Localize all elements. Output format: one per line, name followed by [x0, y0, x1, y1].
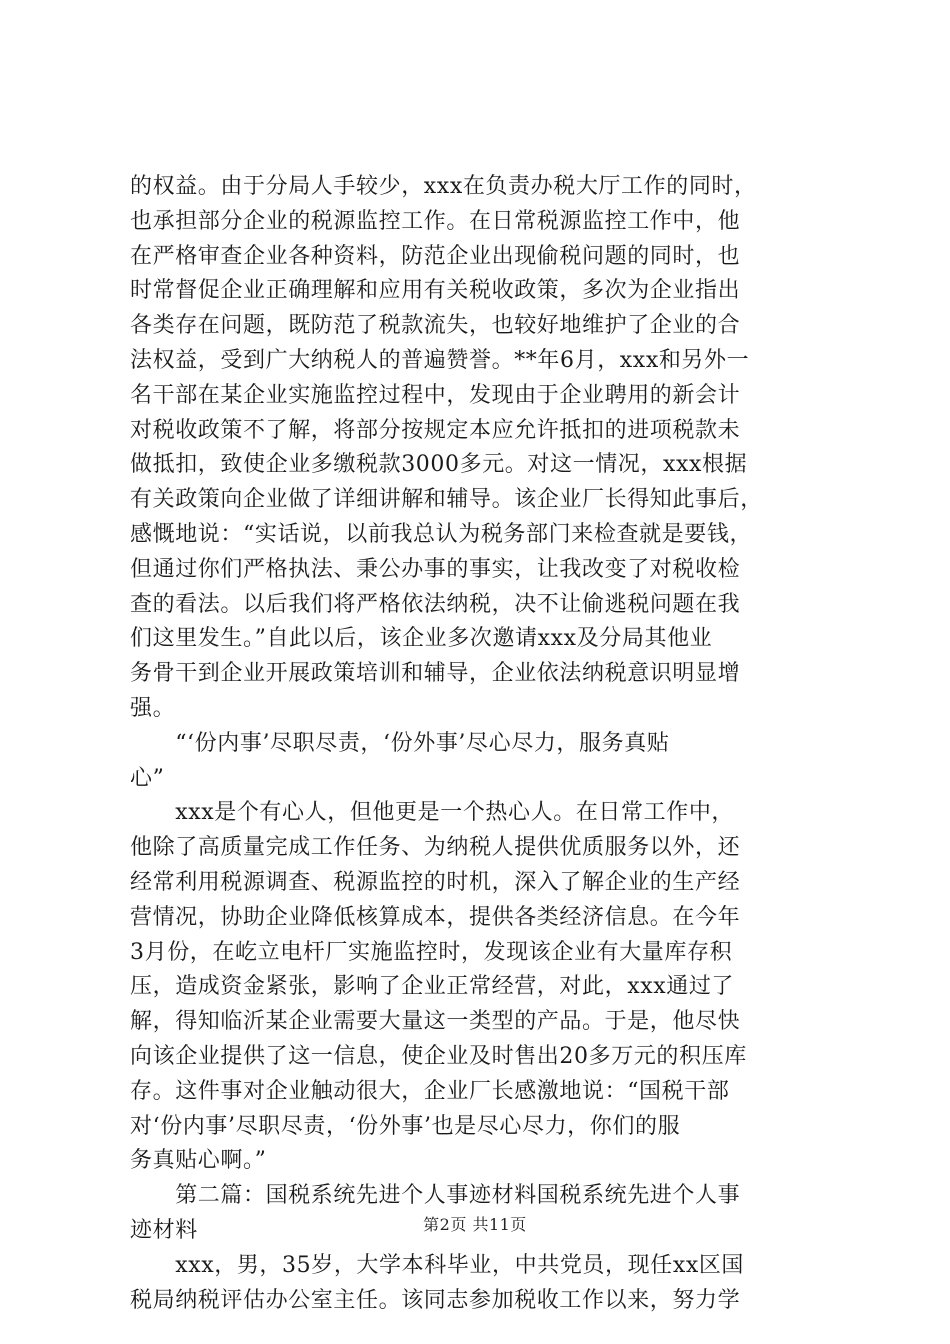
- text-line: 名干部在某企业实施监控过程中，发现由于企业聘用的新会计: [130, 382, 741, 408]
- text-line: 存。这件事对企业触动很大，企业厂长感激地说：“国税干部: [130, 1078, 730, 1104]
- text-line: 也承担部分企业的税源监控工作。在日常税源监控工作中，他: [130, 208, 741, 234]
- text-line: 强。: [130, 695, 176, 721]
- text-line: 对税收政策不了解，将部分按规定本应允许抵扣的进项税款未: [130, 417, 741, 443]
- text-line: 在严格审查企业各种资料，防范企业出现偷税问题的同时，也: [130, 243, 741, 269]
- section-heading-line: 心”: [130, 765, 165, 791]
- text-line: 感慨地说：“实话说，以前我总认为税务部门来检查就是要钱，: [130, 521, 753, 547]
- text-line: xxx是个有心人，但他更是一个热心人。在日常工作中，: [130, 800, 735, 826]
- text-line: 税局纳税评估办公室主任。该同志参加税收工作以来，努力学: [130, 1287, 741, 1313]
- text-line: 3月份，在屹立电杆厂实施监控时，发现该企业有大量库存积: [130, 939, 733, 965]
- section-heading-line: “‘份内事’尽职尽责，‘份外事’尽心尽力，服务真贴: [130, 730, 670, 756]
- text-line: 们这里发生。”自此以后，该企业多次邀请xxx及分局其他业: [130, 626, 713, 652]
- body-text: [130, 170, 830, 1318]
- text-line: 做抵扣，致使企业多缴税款3000多元。对这一情况，xxx根据: [130, 452, 748, 478]
- text-line: 但通过你们严格执法、秉公办事的事实，让我改变了对税收检: [130, 556, 741, 582]
- text-line: 有关政策向企业做了详细讲解和辅导。该企业厂长得知此事后，: [130, 487, 763, 513]
- text-line: 对‘份内事’尽职尽责，‘份外事’也是尽心尽力，你们的服: [130, 1113, 681, 1139]
- text-line: 经常利用税源调查、税源监控的时机，深入了解企业的生产经: [130, 869, 741, 895]
- text-line: 法权益，受到广大纳税人的普遍赞誉。**年6月，xxx和另外一: [130, 347, 750, 373]
- chapter-heading-line: 迹材料: [130, 1217, 198, 1243]
- text-line: 务真贴心啊。”: [130, 1148, 267, 1174]
- text-line: 查的看法。以后我们将严格依法纳税，决不让偷逃税问题在我: [130, 591, 741, 617]
- text-line: 向该企业提供了这一信息，使企业及时售出20多万元的积压库: [130, 1043, 747, 1069]
- page-number-footer: 第2页 共11页: [423, 1215, 527, 1234]
- text-line: 压，造成资金紧张，影响了企业正常经营，对此，xxx通过了: [130, 974, 735, 1000]
- text-line: 务骨干到企业开展政策培训和辅导，企业依法纳税意识明显增: [130, 661, 741, 687]
- chapter-heading-line: 第二篇：国税系统先进个人事迹材料国税系统先进个人事: [130, 1183, 741, 1209]
- text-line: 时常督促企业正确理解和应用有关税收政策，多次为企业指出: [130, 278, 741, 304]
- text-line: xxx，男，35岁，大学本科毕业，中共党员，现任xx区国: [130, 1252, 745, 1278]
- text-line: 的权益。由于分局人手较少，xxx在负责办税大厅工作的同时，: [130, 174, 757, 199]
- text-line: 解，得知临沂某企业需要大量这一类型的产品。于是，他尽快: [130, 1009, 741, 1035]
- text-line: 营情况，协助企业降低核算成本，提供各类经济信息。在今年: [130, 904, 741, 930]
- text-line: 他除了高质量完成工作任务、为纳税人提供优质服务以外，还: [130, 835, 741, 861]
- text-line: 各类存在问题，既防范了税款流失，也较好地维护了企业的合: [130, 313, 741, 339]
